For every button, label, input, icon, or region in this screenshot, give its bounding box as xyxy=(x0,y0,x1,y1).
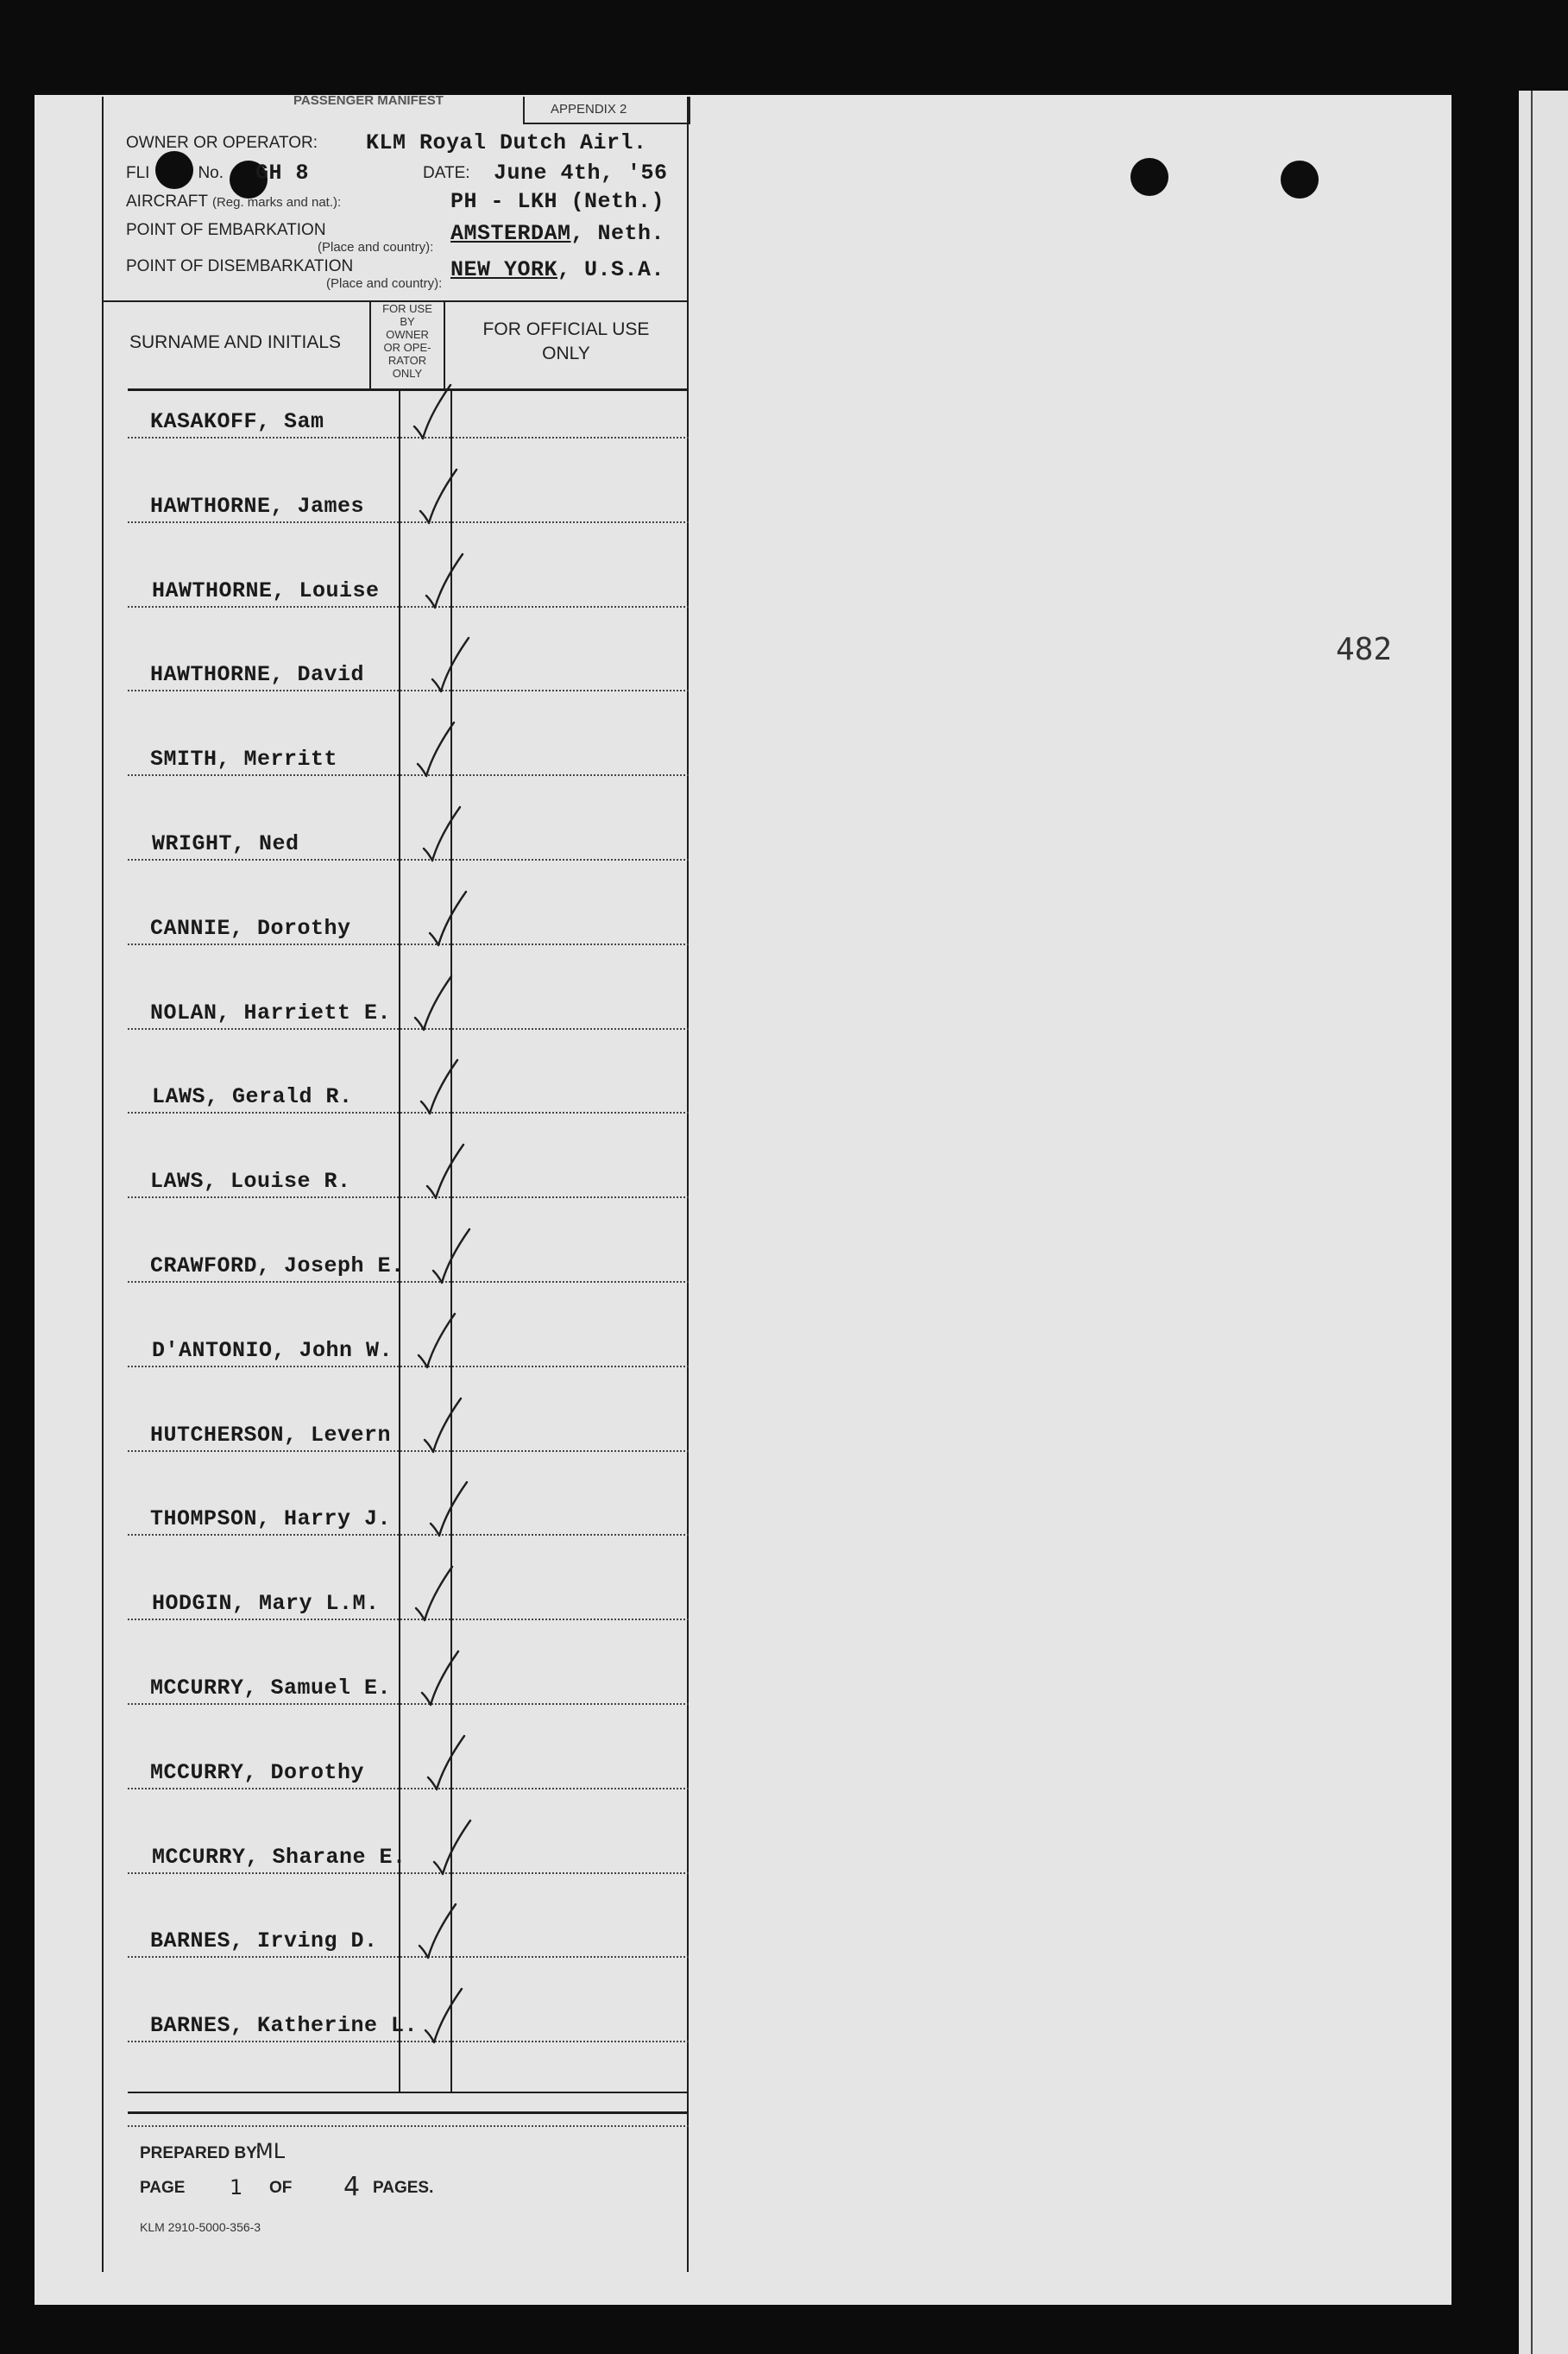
date-value: June 4th, '56 xyxy=(494,161,668,186)
manifest-title-smudged: PASSENGER MANIFEST xyxy=(293,93,444,108)
col-header-official-use: FOR OFFICIAL USE ONLY xyxy=(482,319,650,363)
page-label: PAGE xyxy=(140,2179,186,2197)
disembarkation-value: NEW YORK, U.S.A. xyxy=(450,257,665,282)
passenger-name: CANNIE, Dorothy xyxy=(150,915,351,941)
row-rule xyxy=(128,521,689,523)
row-rule xyxy=(128,690,689,691)
check-mark-icon xyxy=(418,1057,461,1117)
prepared-by-label: PREPARED BY: xyxy=(140,2144,261,2162)
check-mark-icon xyxy=(412,973,455,1033)
punch-hole xyxy=(1281,161,1319,199)
passenger-name: HAWTHORNE, Louise xyxy=(152,577,380,603)
passenger-name: D'ANTONIO, John W. xyxy=(152,1337,394,1363)
row-rule xyxy=(128,1619,689,1620)
row-rule xyxy=(128,2041,689,2042)
col-divider-owner xyxy=(399,391,400,2092)
owner-value: KLM Royal Dutch Airl. xyxy=(366,130,647,155)
row-rule xyxy=(128,1281,689,1283)
passenger-name: KASAKOFF, Sam xyxy=(150,409,324,434)
row-rule xyxy=(128,1703,689,1705)
flight-value: GH 8 xyxy=(255,161,310,186)
check-mark-icon xyxy=(422,1985,465,2046)
check-mark-icon xyxy=(426,888,469,949)
page-total: 4 xyxy=(343,2172,361,2202)
passenger-name: WRIGHT, Ned xyxy=(152,831,299,856)
passenger-name: HUTCHERSON, Levern xyxy=(150,1422,392,1448)
embarkation-value: AMSTERDAM, Neth. xyxy=(450,221,665,246)
check-mark-icon xyxy=(430,1226,473,1286)
flight-label: FLI No. xyxy=(126,164,224,182)
check-mark-icon xyxy=(421,1395,464,1455)
prepared-by-value: ML xyxy=(255,2139,286,2163)
row-rule xyxy=(128,1788,689,1789)
page-stamp-number: 482 xyxy=(1336,632,1393,667)
row-rule xyxy=(128,1534,689,1536)
check-mark-icon xyxy=(431,1817,474,1878)
adjacent-page-edge xyxy=(1519,91,1568,2354)
check-mark-icon xyxy=(414,719,457,779)
owner-label: OWNER OR OPERATOR: xyxy=(126,134,318,152)
row-rule xyxy=(128,1956,689,1958)
passenger-name: HAWTHORNE, James xyxy=(150,493,365,519)
form-code: KLM 2910-5000-356-3 xyxy=(140,2220,261,2234)
row-rule xyxy=(128,774,689,776)
pages-label: PAGES. xyxy=(373,2179,434,2197)
date-label: DATE: xyxy=(423,164,470,182)
row-rule xyxy=(128,1028,689,1030)
row-rule xyxy=(128,1196,689,1198)
disembarkation-label: POINT OF DISEMBARKATION xyxy=(126,257,354,275)
col-header-owner-use: FOR USE BY OWNER OR OPE- RATOR ONLY xyxy=(382,302,432,380)
passenger-name: SMITH, Merritt xyxy=(150,747,338,773)
check-mark-icon xyxy=(429,634,472,695)
col-header-surname: SURNAME AND INITIALS xyxy=(129,332,342,352)
aircraft-label: AIRCRAFT (Reg. marks and nat.): xyxy=(126,192,342,211)
disembarkation-sub: (Place and country): xyxy=(326,276,443,291)
row-rule xyxy=(128,1366,689,1367)
passenger-name: THOMPSON, Harry J. xyxy=(150,1506,392,1532)
appendix-label: APPENDIX 2 xyxy=(551,102,627,117)
passenger-name: MCCURRY, Dorothy xyxy=(150,1759,365,1785)
passenger-name: LAWS, Gerald R. xyxy=(152,1084,353,1110)
row-rule xyxy=(128,2125,689,2127)
passenger-name: NOLAN, Harriett E. xyxy=(150,1000,392,1026)
passenger-name: BARNES, Katherine L. xyxy=(150,2013,419,2039)
of-label: OF xyxy=(269,2179,293,2197)
check-mark-icon xyxy=(416,1901,459,1961)
row-rule xyxy=(128,606,689,608)
passenger-name: HODGIN, Mary L.M. xyxy=(152,1591,380,1617)
embarkation-sub: (Place and country): xyxy=(318,240,434,255)
row-rule xyxy=(128,1450,689,1452)
check-mark-icon xyxy=(417,466,460,527)
row-rule xyxy=(128,437,689,439)
check-mark-icon xyxy=(424,1141,467,1202)
check-mark-icon xyxy=(412,1563,456,1624)
check-mark-icon xyxy=(419,1648,462,1708)
check-mark-icon xyxy=(425,1732,468,1793)
punch-hole xyxy=(1130,158,1168,196)
passenger-name: MCCURRY, Sharane E. xyxy=(152,1844,406,1870)
check-mark-icon xyxy=(423,551,466,611)
passenger-name: LAWS, Louise R. xyxy=(150,1169,351,1195)
passenger-name: MCCURRY, Samuel E. xyxy=(150,1676,392,1701)
row-rule xyxy=(128,1112,689,1114)
check-mark-icon xyxy=(411,382,454,442)
table-right-border xyxy=(687,97,689,2272)
page-current: 1 xyxy=(230,2175,243,2199)
check-mark-icon xyxy=(427,1479,470,1539)
passenger-name: CRAWFORD, Joseph E. xyxy=(150,1253,405,1278)
row-rule xyxy=(128,1872,689,1874)
aircraft-value: PH - LKH (Neth.) xyxy=(450,189,665,214)
check-mark-icon xyxy=(420,804,463,864)
row-rule xyxy=(128,943,689,945)
check-mark-icon xyxy=(415,1310,458,1371)
passenger-name: BARNES, Irving D. xyxy=(150,1928,378,1954)
row-rule xyxy=(128,859,689,861)
passenger-name: HAWTHORNE, David xyxy=(150,662,365,688)
table-left-border xyxy=(102,97,104,2272)
embarkation-label: POINT OF EMBARKATION xyxy=(126,221,326,239)
